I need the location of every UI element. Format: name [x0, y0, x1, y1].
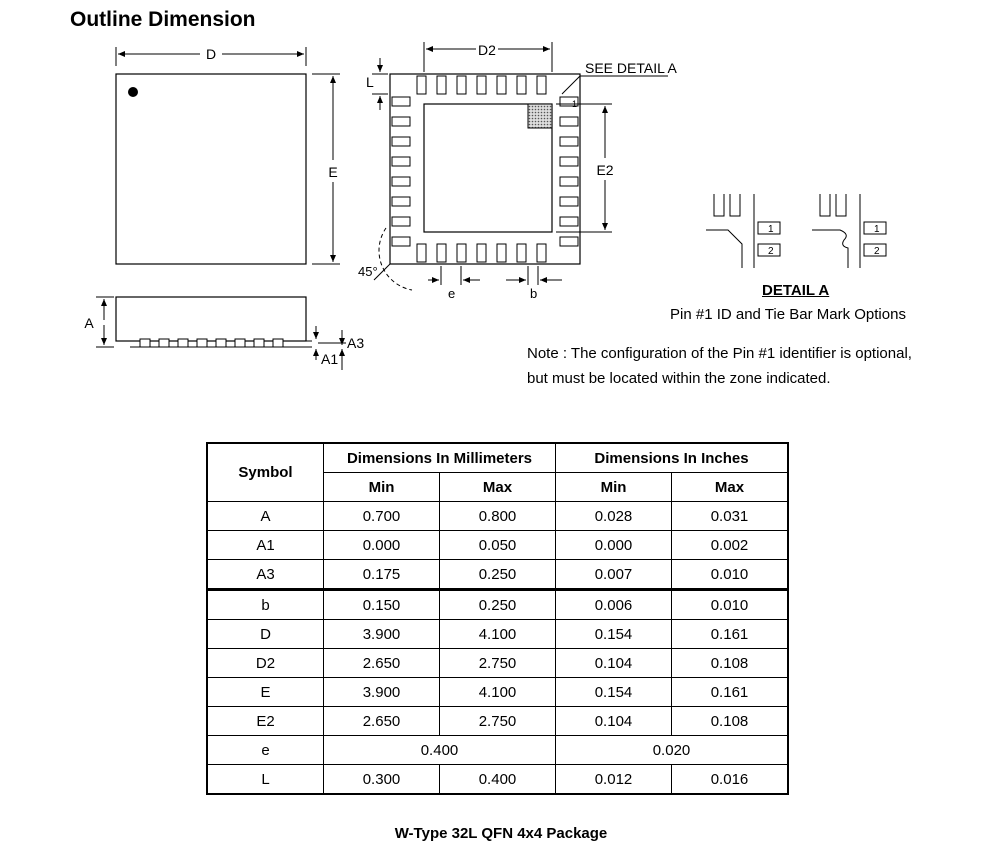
dim-e-pitch-label: e	[448, 286, 456, 301]
table-row: D2 2.650 2.750 0.104 0.108	[207, 649, 788, 678]
detail-a-title: DETAIL A	[762, 282, 830, 299]
svg-text:2: 2	[768, 246, 774, 257]
in-max-header: Max	[672, 473, 789, 502]
table-row: E 3.900 4.100 0.154 0.161	[207, 678, 788, 707]
package-caption: W-Type 32L QFN 4x4 Package	[394, 825, 608, 842]
svg-text:1: 1	[768, 224, 774, 235]
dim-a3-label: A3	[347, 335, 365, 351]
svg-text:2: 2	[874, 246, 880, 257]
dim-e-label: E	[328, 164, 338, 180]
note-line-1: Note : The configuration of the Pin #1 identifier is optional,	[527, 345, 912, 362]
table-row: b 0.150 0.250 0.006 0.010	[207, 590, 788, 620]
table-row: D 3.900 4.100 0.154 0.161	[207, 620, 788, 649]
symbol-header: Symbol	[207, 443, 324, 502]
page-title: Outline Dimension	[70, 8, 256, 31]
mm-header: Dimensions In Millimeters	[324, 443, 556, 473]
top-view-body	[116, 74, 306, 264]
svg-text:1: 1	[874, 224, 880, 235]
see-detail-label: SEE DETAIL A	[585, 60, 677, 76]
angle-label: 45°	[358, 264, 378, 279]
in-min-header: Min	[556, 473, 672, 502]
dim-a-label: A	[84, 315, 94, 331]
inches-header: Dimensions In Inches	[556, 443, 789, 473]
dim-d-label: D	[205, 46, 217, 62]
table-row: L 0.300 0.400 0.012 0.016	[207, 765, 788, 795]
bottom-pin1-label: 1	[572, 99, 578, 109]
table-row: E2 2.650 2.750 0.104 0.108	[207, 707, 788, 736]
detail-a-subtitle: Pin #1 ID and Tie Bar Mark Options	[670, 306, 906, 323]
dim-e2-label: E2	[596, 162, 614, 178]
dim-b-label: b	[530, 286, 538, 301]
detail-a-option-2	[812, 194, 886, 268]
bottom-view	[358, 42, 677, 301]
detail-a-option-1	[706, 194, 780, 268]
dim-d2-label: D2	[478, 42, 496, 58]
dimension-table	[206, 442, 789, 795]
table-row: e 0.400 0.020	[207, 736, 788, 765]
side-view	[84, 297, 364, 370]
dim-l-label: L	[366, 74, 374, 90]
mm-max-header: Max	[440, 473, 556, 502]
side-view-body	[116, 297, 306, 341]
table-row: A 0.700 0.800 0.028 0.031	[207, 502, 788, 531]
table-row: A1 0.000 0.050 0.000 0.002	[207, 531, 788, 560]
note-line-2: but must be located within the zone indicated.	[527, 370, 831, 387]
pin1-note	[527, 341, 947, 391]
mm-min-header: Min	[324, 473, 440, 502]
table-row: A3 0.175 0.250 0.007 0.010	[207, 560, 788, 590]
top-view	[116, 46, 340, 264]
dim-a1-label: A1	[321, 351, 339, 367]
pin1-dot	[128, 87, 138, 97]
pin1-zone	[528, 104, 552, 128]
